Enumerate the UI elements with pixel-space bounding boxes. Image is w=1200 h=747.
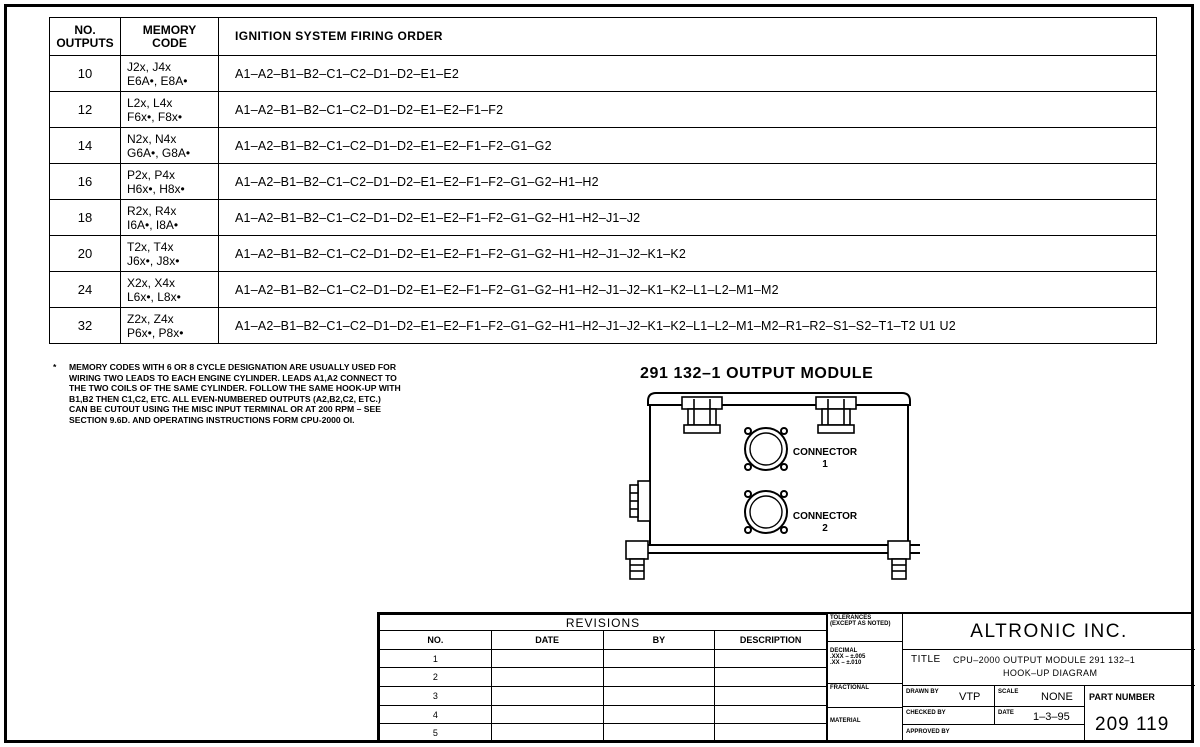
table-row [50, 236, 1157, 272]
footnote-line: B1,B2 THEN C1,C2, ETC. ALL EVEN-NUMBERED OUTPUTS (A2,B2,C2, ETC.) [69, 393, 381, 404]
base-rail [636, 545, 920, 553]
header-memory-code: MEMORY CODE [121, 18, 219, 56]
tolerances-label: TOLERANCES [830, 615, 872, 621]
rev-col-no: NO. [380, 631, 492, 650]
row-memory-code: J2x, J4x E6A•, E8A• [121, 56, 219, 92]
connector-1-label: CONNECTOR [792, 447, 858, 458]
drawn-by-label: DRAWN BY [906, 689, 939, 695]
row-outputs: 16 [50, 164, 121, 200]
title-block-right [902, 614, 1194, 743]
row-outputs: 32 [50, 308, 121, 344]
revisions-table [379, 614, 827, 743]
fractional-cell [828, 684, 902, 708]
decimal-label: DECIMAL [830, 648, 858, 654]
title-line-2: HOOK–UP DIAGRAM [1003, 668, 1098, 678]
row-memory-code: R2x, R4x I6A•, I8A• [121, 200, 219, 236]
footnote-line: CAN BE CUTOUT USING THE MISC INPUT TERMINAL OR AT 200 RPM – SEE [69, 404, 381, 415]
checked-by-cell [903, 707, 995, 725]
row-memory-code: L2x, L4x F6x•, F8x• [121, 92, 219, 128]
decimal-cell [828, 642, 902, 684]
checked-by-label: CHECKED BY [906, 710, 946, 716]
except-noted-label: (EXCEPT AS NOTED) [830, 621, 891, 627]
row-outputs: 10 [50, 56, 121, 92]
row-firing-order: A1–A2–B1–B2–C1–C2–D1–D2–E1–E2–F1–F2–G1–G2–H1–H2–J1–J2–K1–K2 [219, 236, 1157, 272]
table-row [50, 128, 1157, 164]
date-label: DATE [998, 710, 1014, 716]
footnote-line: WIRING TWO LEADS TO EACH ENGINE CYLINDER. LEADS A1,A2 CONNECT TO [69, 372, 397, 383]
company-name: ALTRONIC INC. [903, 614, 1195, 650]
footnote-line: SECTION 9.6D. AND OPERATING INSTRUCTIONS FORM CPU-2000 OI. [69, 414, 355, 425]
table-row [50, 272, 1157, 308]
row-firing-order: A1–A2–B1–B2–C1–C2–D1–D2–E1–E2–F1–F2 [219, 92, 1157, 128]
row-firing-order: A1–A2–B1–B2–C1–C2–D1–D2–E1–E2–F1–F2–G1–G2–H1–H2–J1–J2 [219, 200, 1157, 236]
module-title: 291 132–1 OUTPUT MODULE [640, 365, 874, 382]
approved-by-label: APPROVED BY [906, 729, 950, 735]
date-value: 1–3–95 [1033, 711, 1070, 723]
table-row [50, 200, 1157, 236]
scale-value: NONE [1041, 691, 1073, 703]
row-memory-code: X2x, X4x L6x•, L8x• [121, 272, 219, 308]
latch-right [816, 397, 856, 433]
connector-1-number: 1 [822, 459, 828, 470]
material-label: MATERIAL [830, 718, 861, 724]
table-row [380, 668, 827, 687]
scale-label: SCALE [998, 689, 1019, 695]
revisions-label: REVISIONS [380, 615, 827, 631]
row-outputs: 14 [50, 128, 121, 164]
row-memory-code: N2x, N4x G6A•, G8A• [121, 128, 219, 164]
date-cell [995, 707, 1085, 725]
row-firing-order: A1–A2–B1–B2–C1–C2–D1–D2–E1–E2–F1–F2–G1–G2 [219, 128, 1157, 164]
output-module-drawing [610, 385, 920, 600]
scale-cell [995, 686, 1085, 707]
footnote-star: * [53, 362, 57, 372]
row-firing-order: A1–A2–B1–B2–C1–C2–D1–D2–E1–E2–F1–F2–G1–G2–H1–H2 [219, 164, 1157, 200]
table-row [380, 724, 827, 743]
header-outputs: NO. OUTPUTS [50, 18, 121, 56]
table-row [50, 92, 1157, 128]
table-row [50, 164, 1157, 200]
row-outputs: 20 [50, 236, 121, 272]
row-memory-code: T2x, T4x J6x•, J8x• [121, 236, 219, 272]
mount-foot-left [626, 541, 648, 579]
table-row [380, 705, 827, 724]
tolerances-cell [828, 614, 902, 642]
mount-foot-right [888, 541, 910, 579]
firing-order-table [49, 17, 1157, 344]
rev-col-date: DATE [491, 631, 603, 650]
title-block [377, 612, 1194, 743]
table-header-row [50, 18, 1157, 56]
side-connector [630, 481, 650, 521]
latch-left [682, 397, 722, 433]
rev-number: 5 [380, 724, 492, 743]
tolerances-column [827, 614, 902, 743]
title-line-1: CPU–2000 OUTPUT MODULE 291 132–1 [953, 655, 1136, 665]
part-number-cell [1085, 686, 1195, 743]
part-number-label: PART NUMBER [1089, 692, 1155, 702]
table-row [380, 649, 827, 668]
row-memory-code: P2x, P4x H6x•, H8x• [121, 164, 219, 200]
rev-col-description: DESCRIPTION [715, 631, 827, 650]
drawn-by-value: VTP [959, 691, 981, 703]
row-firing-order: A1–A2–B1–B2–C1–C2–D1–D2–E1–E2 [219, 56, 1157, 92]
row-firing-order: A1–A2–B1–B2–C1–C2–D1–D2–E1–E2–F1–F2–G1–G2–H1–H2–J1–J2–K1–K2–L1–L2–M1–M2 [219, 272, 1157, 308]
title-label: TITLE [911, 654, 941, 665]
approved-by-cell [903, 725, 1085, 743]
decimal-xxx: .XXX – ±.005 [830, 654, 866, 660]
row-outputs: 18 [50, 200, 121, 236]
footnote-line: THE TWO COILS OF THE SAME CYLINDER. FOLLOW THE SAME HOOK-UP WITH [69, 383, 401, 394]
connector-2-label: CONNECTOR [792, 511, 858, 522]
part-number-value: 209 119 [1095, 714, 1170, 735]
material-cell [828, 708, 902, 743]
rev-number: 1 [380, 649, 492, 668]
table-row [50, 308, 1157, 344]
rev-number: 3 [380, 687, 492, 706]
rev-number: 2 [380, 668, 492, 687]
header-firing-order: IGNITION SYSTEM FIRING ORDER [219, 18, 1157, 56]
decimal-xx: .XX – ±.010 [830, 660, 862, 666]
connector-2-number: 2 [822, 523, 828, 534]
row-outputs: 24 [50, 272, 121, 308]
rev-col-by: BY [603, 631, 715, 650]
rev-number: 4 [380, 705, 492, 724]
row-outputs: 12 [50, 92, 121, 128]
footnote [53, 362, 493, 426]
table-row [380, 687, 827, 706]
row-firing-order: A1–A2–B1–B2–C1–C2–D1–D2–E1–E2–F1–F2–G1–G2–H1–H2–J1–J2–K1–K2–L1–L2–M1–M2–R1–R2–S1–S2–T1–T2 U1 U2 [219, 308, 1157, 344]
fractional-label: FRACTIONAL [830, 685, 869, 691]
table-row [50, 56, 1157, 92]
footnote-line: MEMORY CODES WITH 6 OR 8 CYCLE DESIGNATION ARE USUALLY USED FOR [69, 362, 397, 372]
drawn-by-cell [903, 686, 995, 707]
title-box [903, 650, 1195, 686]
row-memory-code: Z2x, Z4x P6x•, P8x• [121, 308, 219, 344]
